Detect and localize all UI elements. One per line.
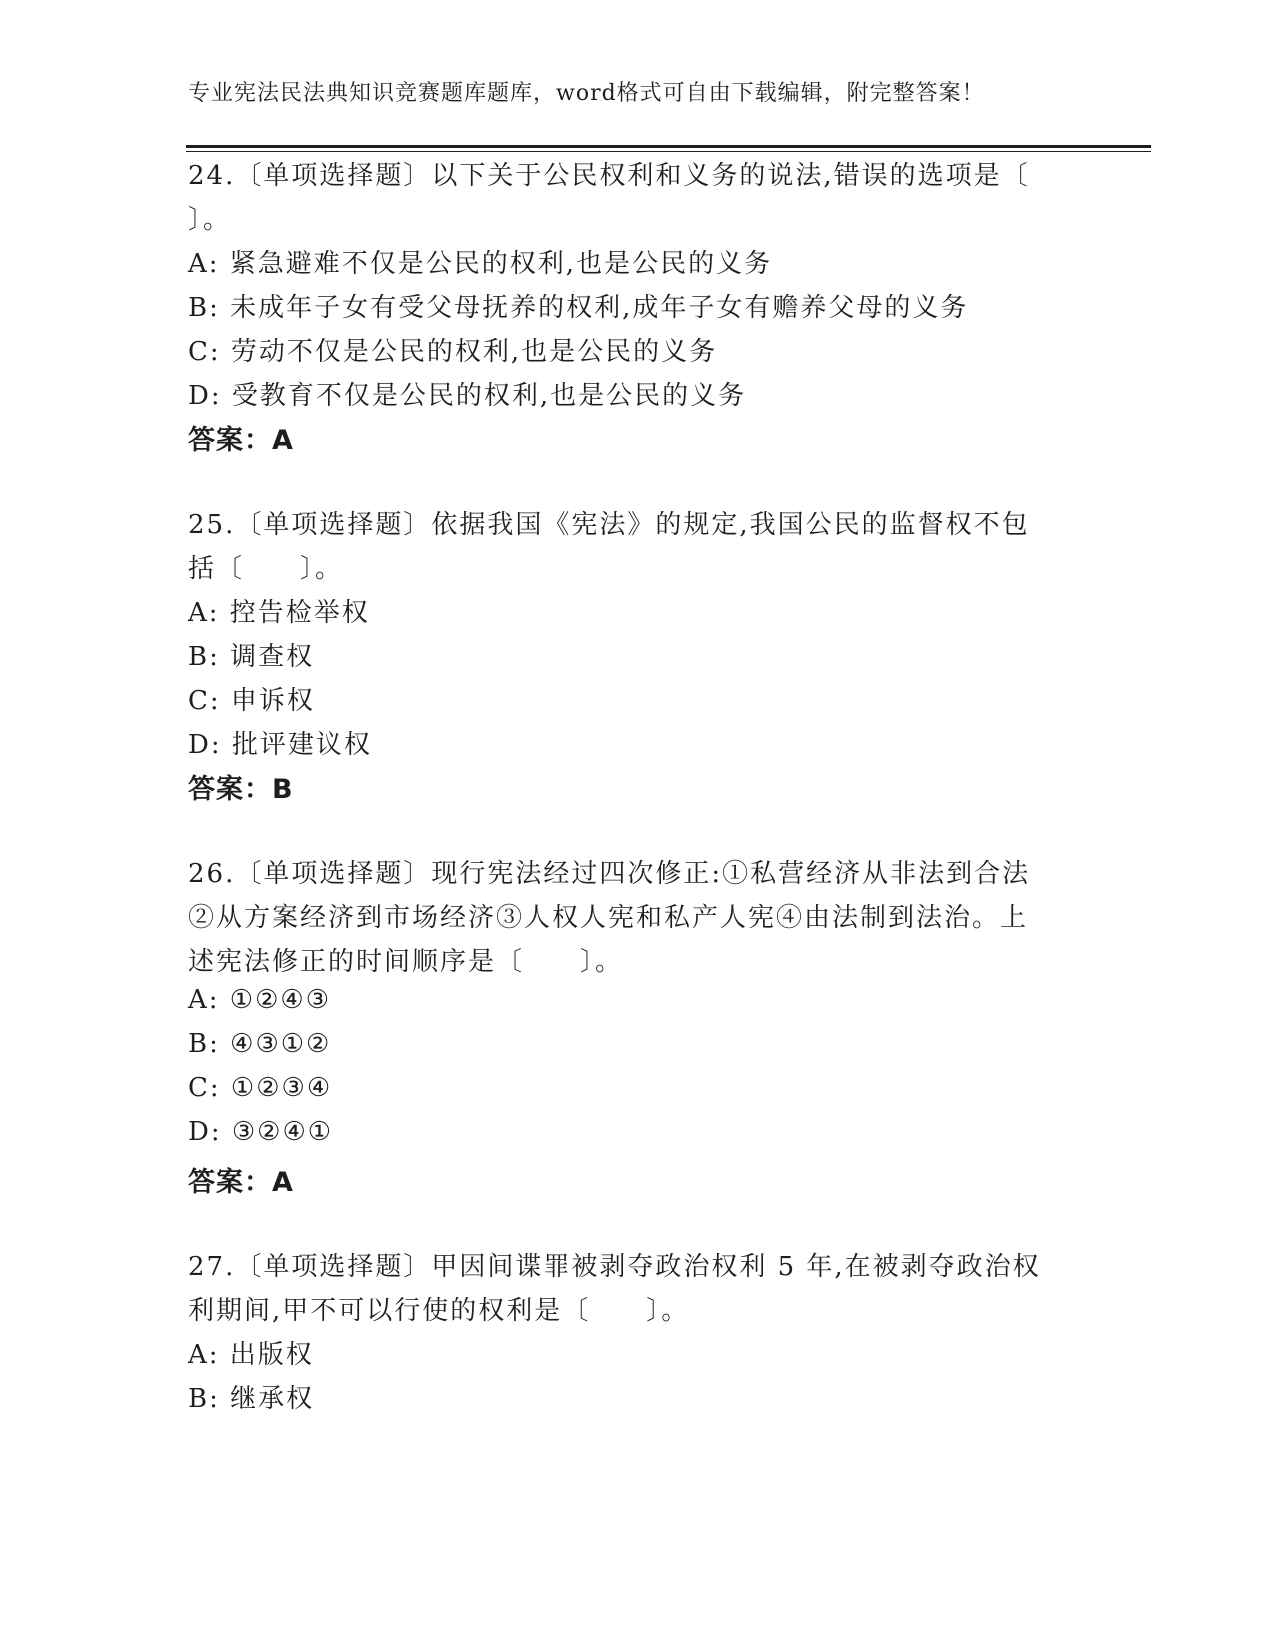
question-24-stem-line-1: 24.〔单项选择题〕以下关于公民权利和义务的说法,错误的选项是〔 <box>188 161 1030 191</box>
question-25-option-b: B: 调查权 <box>188 642 315 672</box>
question-24-answer: 答案：A <box>188 425 294 456</box>
question-25-option-a: A: 控告检举权 <box>188 598 370 628</box>
question-24-option-b: B: 未成年子女有受父母抚养的权利,成年子女有赡养父母的义务 <box>188 293 969 323</box>
question-26-stem-line-1: 26.〔单项选择题〕现行宪法经过四次修正:①私营经济从非法到合法 <box>188 859 1031 889</box>
question-24-stem-line-2: 〕。 <box>188 205 232 235</box>
question-26-option-a: A: ①②④③ <box>188 985 332 1015</box>
question-24-option-c: C: 劳动不仅是公民的权利,也是公民的义务 <box>188 337 718 367</box>
question-25-stem-line-2: 括〔 〕。 <box>188 554 344 584</box>
question-27-option-a: A: 出版权 <box>188 1340 314 1370</box>
header-rule-thin <box>186 151 1151 152</box>
question-25-stem-line-1: 25.〔单项选择题〕依据我国《宪法》的规定,我国公民的监督权不包 <box>188 510 1030 540</box>
header-rule-thick <box>186 145 1151 148</box>
question-26-option-b: B: ④③①② <box>188 1029 332 1059</box>
document-header: 专业宪法民法典知识竞赛题库题库，word格式可自由下载编辑，附完整答案！ <box>188 81 985 106</box>
question-27-stem-line-2: 利期间,甲不可以行使的权利是〔 〕。 <box>188 1296 690 1326</box>
question-25-answer: 答案：B <box>188 774 294 805</box>
question-24-option-d: D: 受教育不仅是公民的权利,也是公民的义务 <box>188 381 747 411</box>
question-25-option-c: C: 申诉权 <box>188 686 315 716</box>
question-27-stem-line-1: 27.〔单项选择题〕甲因间谍罪被剥夺政治权利 5 年,在被剥夺政治权 <box>188 1252 1041 1282</box>
question-27-option-b: B: 继承权 <box>188 1384 315 1414</box>
question-26-option-c: C: ①②③④ <box>188 1073 333 1103</box>
question-26-stem-line-2: ②从方案经济到市场经济③人权人宪和私产人宪④由法制到法治。上 <box>188 903 1029 933</box>
question-26-stem-line-3: 述宪法修正的时间顺序是〔 〕。 <box>188 947 624 977</box>
question-26-answer: 答案：A <box>188 1167 294 1198</box>
question-24-option-a: A: 紧急避难不仅是公民的权利,也是公民的义务 <box>188 249 773 279</box>
question-26-option-d: D: ③②④① <box>188 1117 334 1147</box>
question-25-option-d: D: 批评建议权 <box>188 730 372 760</box>
